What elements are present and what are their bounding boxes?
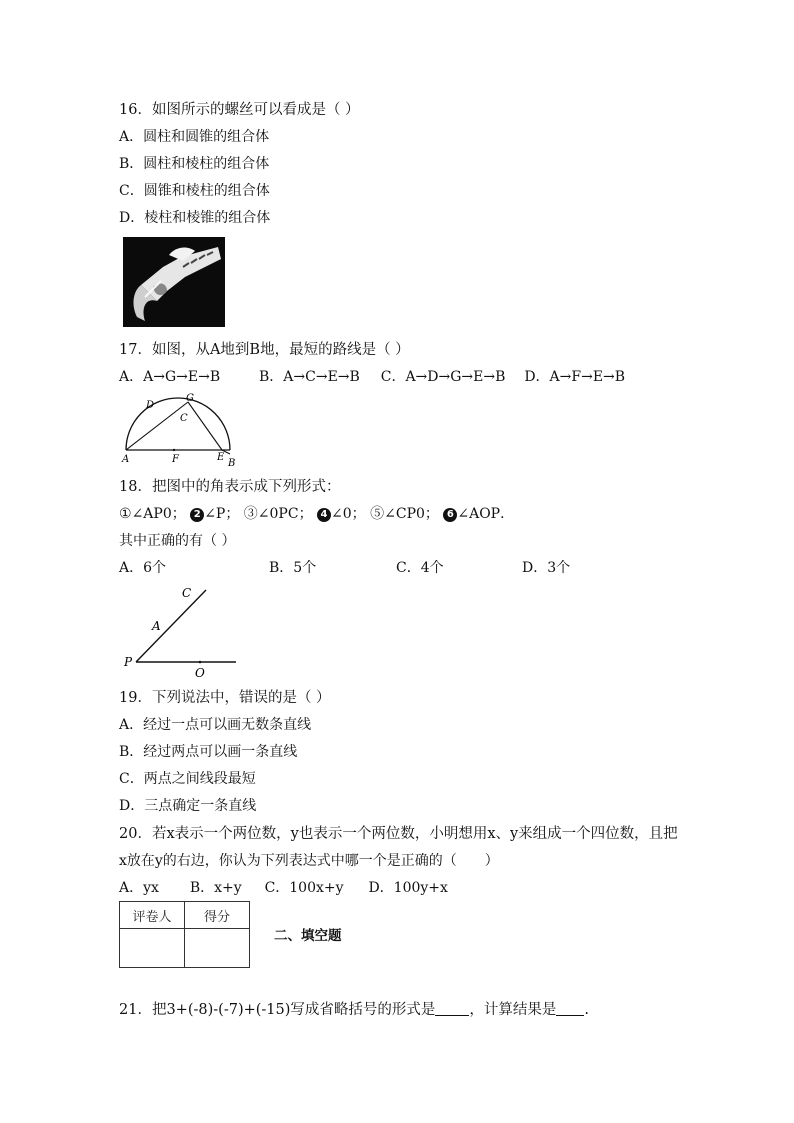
q16-option-d: D．棱柱和棱锥的组合体 [119, 210, 271, 226]
label-b: B [228, 458, 236, 468]
q20-options [119, 879, 448, 897]
label-a: A [152, 619, 161, 633]
q16-stem: 16．如图所示的螺丝可以看成是（ ） [119, 102, 360, 118]
label-o: O [195, 666, 205, 680]
q18-option-a: A．6个 [119, 560, 167, 576]
q17-stem: 17．如图，从A地到B地，最短的路线是（ ） [119, 342, 410, 358]
label-c: C [180, 413, 188, 424]
label-d: D [146, 400, 155, 411]
q18-items [119, 505, 514, 523]
q19-option-c: C．两点之间线段最短 [119, 771, 256, 787]
q18-option-b: B．5个 [269, 560, 317, 576]
q20-option-c: C．100x+y [264, 880, 344, 896]
q17-options [119, 368, 625, 386]
q18-stem: 18．把图中的角表示成下列形式： [119, 479, 341, 495]
q18-item-3-number: ③ [243, 506, 258, 522]
label-p: P [124, 655, 133, 669]
q18-item-5-number: ⑤ [370, 506, 385, 522]
q21-stem [119, 1001, 589, 1019]
q19-stem: 19．下列说法中，错误的是（ ） [119, 690, 331, 706]
q20-stem-line2: x放在y的右边，你认为下列表达式中哪一个是正确的（ ） [119, 853, 499, 869]
score-table-score-cell [185, 929, 250, 968]
q17-option-c: C．A→D→G→E→B [380, 369, 506, 385]
q17-option-a: A．A→G→E→B [119, 369, 221, 385]
q18-item-2-number: 2 [190, 508, 204, 522]
label-c: C [182, 586, 192, 600]
q20-option-d: D．100y+x [368, 880, 448, 896]
q16-option-c: C．圆锥和棱柱的组合体 [119, 183, 270, 199]
q19-option-b: B．经过两点可以画一条直线 [119, 744, 298, 760]
q20-option-b: B．x+y [189, 880, 242, 896]
score-table-grader-cell [120, 929, 185, 968]
q17-semicircle-figure [118, 392, 240, 468]
q21-part2: ，计算结果是 [469, 1002, 557, 1018]
q17-option-b: B．A→C→E→B [259, 369, 360, 385]
q18-angle-figure [120, 584, 242, 680]
q18-item-1: ∠AP0； [131, 506, 186, 522]
q16-option-a: A．圆柱和圆锥的组合体 [119, 129, 270, 145]
q20-stem-line1: 20．若x表示一个两位数，y也表示一个两位数，小明想用x、y来组成一个四位数，且把 [119, 826, 678, 842]
section-title: 二、填空题 [274, 928, 342, 944]
q18-item-1-number: ① [119, 506, 132, 522]
label-g: G [186, 393, 194, 404]
score-table-score-header: 得分 [185, 902, 250, 929]
label-e: E [217, 452, 225, 463]
q19-option-a: A．经过一点可以画无数条直线 [119, 717, 312, 733]
q16-option-b: B．圆柱和棱柱的组合体 [119, 156, 270, 172]
score-table [119, 901, 250, 968]
q18-item-3: ∠0PC； [257, 506, 313, 522]
q18-item-4: ∠0； [331, 506, 366, 522]
score-table-grader-header: 评卷人 [120, 902, 185, 929]
q18-item-6: ∠AOP． [457, 506, 515, 522]
q18-item-5: ∠CP0； [384, 506, 439, 522]
q18-item-6-number: 6 [443, 508, 457, 522]
q18-question: 其中正确的有（ ） [119, 533, 236, 549]
label-f: F [172, 454, 179, 465]
q21-part1: 21．把3+(-8)-(-7)+(-15)写成省略括号的形式是 [119, 1002, 436, 1018]
q18-option-d: D．3个 [522, 560, 571, 576]
q21-blank-2 [556, 1001, 584, 1016]
q18-item-2: ∠P； [204, 506, 240, 522]
q18-option-c: C．4个 [396, 560, 444, 576]
q19-option-d: D．三点确定一条直线 [119, 798, 257, 814]
q17-option-d: D．A→F→E→B [524, 369, 626, 385]
q20-option-a: A．yx [119, 880, 159, 896]
screw-photo-image [123, 237, 225, 327]
q21-part3: . [584, 1002, 590, 1018]
label-a: A [122, 454, 130, 465]
q21-blank-1 [435, 1001, 469, 1016]
q18-item-4-number: 4 [317, 508, 331, 522]
